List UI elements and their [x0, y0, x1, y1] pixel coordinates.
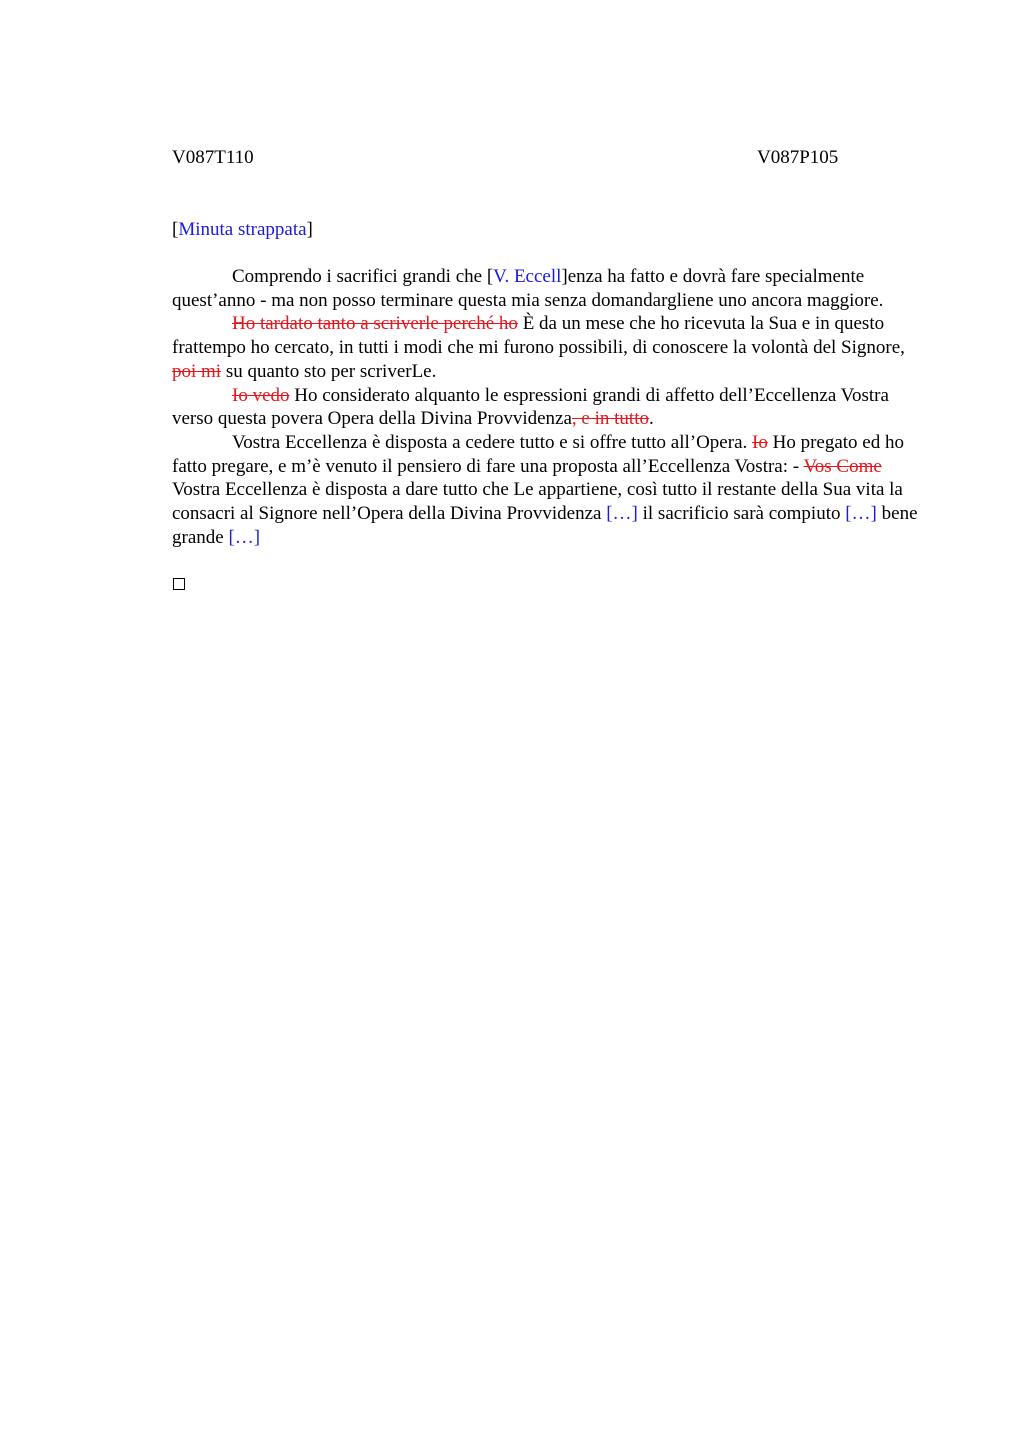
p4-text-b: Ho pregato ed ho fatto pregare, e m’è venuto il pensiero di fare una proposta all’Eccellenza Vostra: - [172, 431, 904, 477]
document-code-right: V087P105 [757, 147, 839, 168]
paragraph-4 [172, 431, 932, 550]
letter-body [172, 265, 932, 549]
p3-deletion-1: Io vedo [232, 384, 290, 406]
p4-gap-3: […] [228, 526, 261, 548]
paragraph-1 [172, 265, 932, 312]
p2-deletion-2: poi mi [172, 360, 222, 382]
document-code-left: V087T110 [172, 147, 254, 168]
paragraph-3 [172, 384, 932, 431]
empty-square-icon [173, 578, 185, 590]
p2-deletion-1: Ho tardato tanto a scriverle perché ho [232, 313, 518, 335]
note-bracket-close: ] [306, 219, 313, 240]
p4-deletion-2: Vos Come [803, 455, 882, 477]
p4-text-d: il sacrificio sarà compiuto [637, 503, 846, 525]
p2-text-a: È da un mese che ho ricevuta la Sua e in questo frattempo ho cercato, in tutti i modi che mi furono possibili, di conoscere la volontà del Signore, [172, 313, 905, 359]
p3-deletion-2: , e in tutto [571, 408, 649, 430]
p3-text-a: Ho considerato alquanto le espressioni grandi di affetto dell’Eccellenza Vostra verso questa povera Opera della Divina Provvidenza [172, 384, 889, 430]
p1-editorial-insert: V. Eccell [493, 266, 562, 287]
paragraph-2 [172, 312, 932, 383]
p2-text-b: su quanto sto per scriverLe. [221, 360, 437, 382]
p1-text-a: Comprendo i sacrifici grandi che [ [232, 266, 494, 287]
editorial-note [172, 218, 313, 241]
p4-gap-1: […] [606, 503, 638, 525]
p4-deletion-1: Io [752, 431, 768, 453]
p4-gap-2: […] [845, 503, 877, 525]
p1-text-c: ]enza ha fatto e dovrà fare specialmente quest’anno - ma non posso terminare questa mia senza domandargliene uno ancora maggiore. [172, 266, 884, 311]
note-text: Minuta strappata [178, 219, 307, 240]
p4-text-a: Vostra Eccellenza è disposta a cedere tutto e si offre tutto all’Opera. [232, 431, 753, 453]
p3-text-b: . [648, 408, 654, 430]
note-bracket-open: [ [172, 219, 179, 240]
p4-text-e: bene grande [172, 503, 918, 548]
p4-text-c: Vostra Eccellenza è disposta a dare tutto che Le appartiene, così tutto il restante della Sua vita la consacri al Signore nell’Opera della Divina Provvidenza [172, 479, 903, 525]
